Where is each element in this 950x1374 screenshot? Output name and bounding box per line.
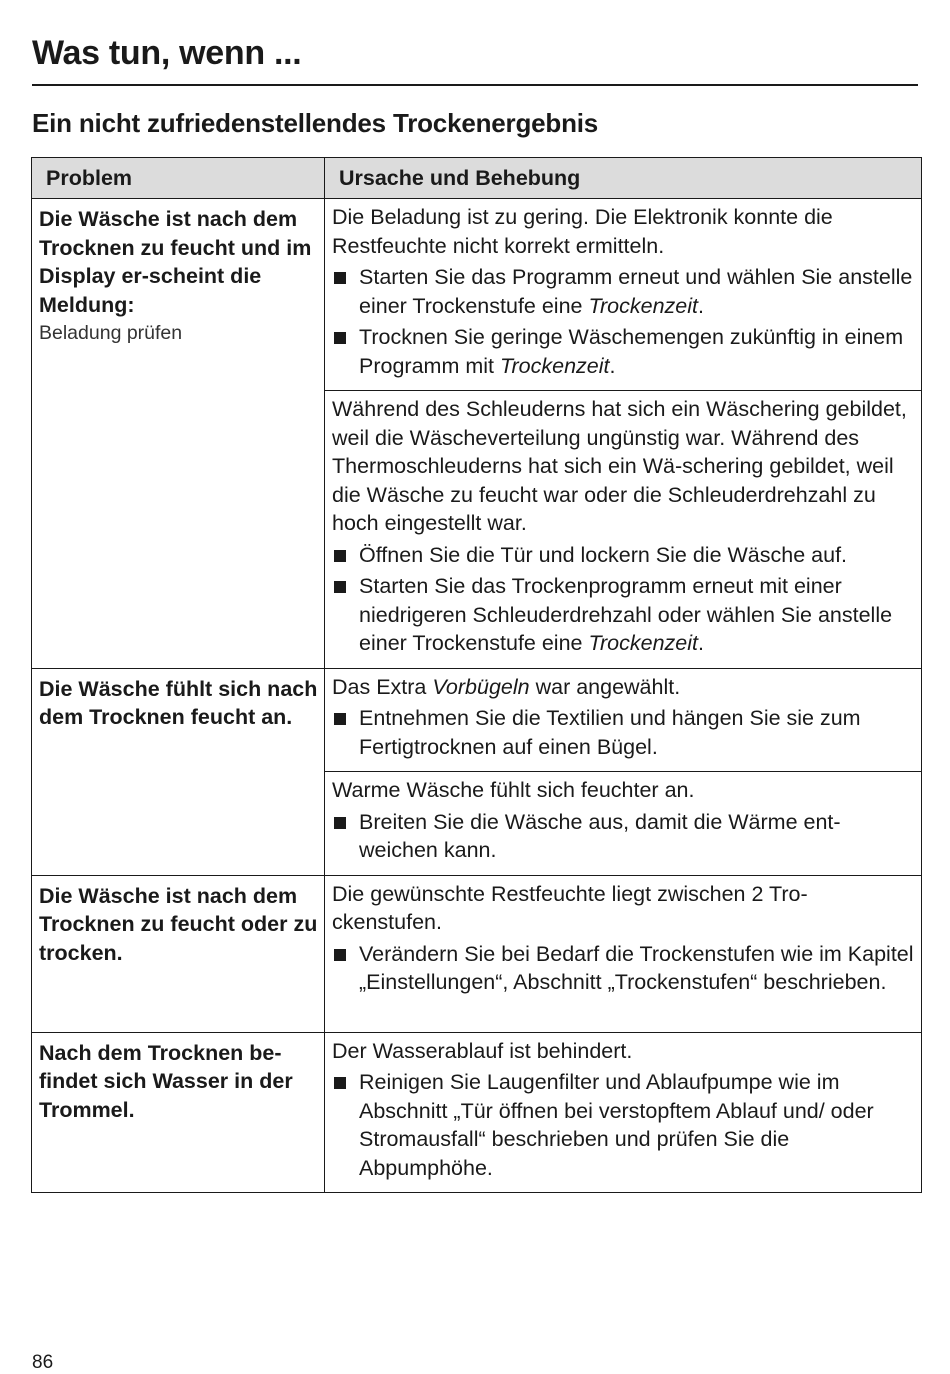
problem-cell <box>32 875 325 1032</box>
cause-text: Während des Schleuderns hat sich ein Wäschering gebildet, weil die Wäscheverteilung ungünstig war. Während des Thermoschleuderns hat sich ein Wä-schering gebildet, weil die Wäsche zu feucht war oder die Schleuderdrehzahl zu hoch eingestellt war. <box>332 397 907 535</box>
bullet-square-icon <box>334 550 346 562</box>
bullet-square-icon <box>334 581 346 593</box>
cause-cell <box>325 199 922 391</box>
cause-cell <box>325 391 922 669</box>
bullet-square-icon <box>334 272 346 284</box>
section-heading: Ein nicht zufriedenstellendes Trockenergebnis <box>32 108 599 138</box>
list-item: Öffnen Sie die Tür und lockern Sie die Wäsche auf. <box>332 541 915 570</box>
cause-text: Die gewünschte Restfeuchte liegt zwischen 2 Tro-ckenstufen. <box>332 881 808 934</box>
cause-cell <box>325 772 922 876</box>
page-title: Was tun, wenn ... <box>32 34 302 72</box>
cause-text: Das Extra Vorbügeln war angewählt. <box>332 674 681 699</box>
list-item: Entnehmen Sie die Textilien und hängen Sie sie zum Fertigtrocknen auf einen Bügel. <box>332 704 915 761</box>
cause-text: Warme Wäsche fühlt sich feuchter an. <box>332 778 695 802</box>
table-row <box>32 199 922 391</box>
list-item: Starten Sie das Programm erneut und wählen Sie anstelle einer Trockenstufe eine Trockenzeit. <box>332 263 915 320</box>
bullet-square-icon <box>334 332 346 344</box>
column-header-cause: Ursache und Behebung <box>325 158 922 199</box>
problem-cell <box>32 668 325 875</box>
list-item: Verändern Sie bei Bedarf die Trockenstufen wie im Kapitel „Einstellungen“, Abschnitt „Trockenstufen“ beschrieben. <box>332 940 915 997</box>
problem-text: Die Wäsche ist nach dem Trocknen zu feucht und im Display er-scheint die Meldung: <box>39 207 312 317</box>
title-divider <box>32 84 918 86</box>
cause-text: Der Wasserablauf ist behindert. <box>332 1038 633 1063</box>
bullet-square-icon <box>334 713 346 725</box>
cause-cell <box>325 875 922 1032</box>
list-item: Starten Sie das Trockenprogramm erneut mit einer niedrigeren Schleuderdrehzahl oder wählen Sie anstelle einer Trockenstufe eine Trockenzeit. <box>332 572 915 658</box>
troubleshooting-table <box>31 157 922 1193</box>
problem-text: Nach dem Trocknen be-findet sich Wasser in der Trommel. <box>39 1040 293 1122</box>
list-item: Breiten Sie die Wäsche aus, damit die Wärme ent-weichen kann. <box>332 808 915 865</box>
page-number: 86 <box>32 1352 54 1373</box>
bullet-square-icon <box>334 949 346 961</box>
cause-text: Die Beladung ist zu gering. Die Elektronik konnte die Restfeuchte nicht korrekt ermitteln. <box>332 205 833 258</box>
problem-cell <box>32 1032 325 1193</box>
display-message: Beladung prüfen <box>39 322 183 344</box>
table-row <box>32 668 922 772</box>
table-row <box>32 1032 922 1193</box>
cause-cell <box>325 1032 922 1193</box>
table-row <box>32 875 922 1032</box>
problem-text: Die Wäsche ist nach dem Trocknen zu feucht oder zu trocken. <box>39 883 318 965</box>
bullet-square-icon <box>334 1077 346 1089</box>
list-item: Trocknen Sie geringe Wäschemengen zukünftig in einem Programm mit Trockenzeit. <box>332 323 915 380</box>
list-item: Reinigen Sie Laugenfilter und Ablaufpumpe wie im Abschnitt „Tür öffnen bei verstopftem Ablauf und/ oder Stromausfall“ beschrieben und prüfen Sie die Abpumphöhe. <box>332 1068 915 1182</box>
bullet-square-icon <box>334 817 346 829</box>
column-header-problem: Problem <box>32 158 325 199</box>
problem-text: Die Wäsche fühlt sich nach dem Trocknen feucht an. <box>39 676 318 729</box>
problem-cell <box>32 199 325 669</box>
table-header-row <box>32 158 922 199</box>
cause-cell <box>325 668 922 772</box>
